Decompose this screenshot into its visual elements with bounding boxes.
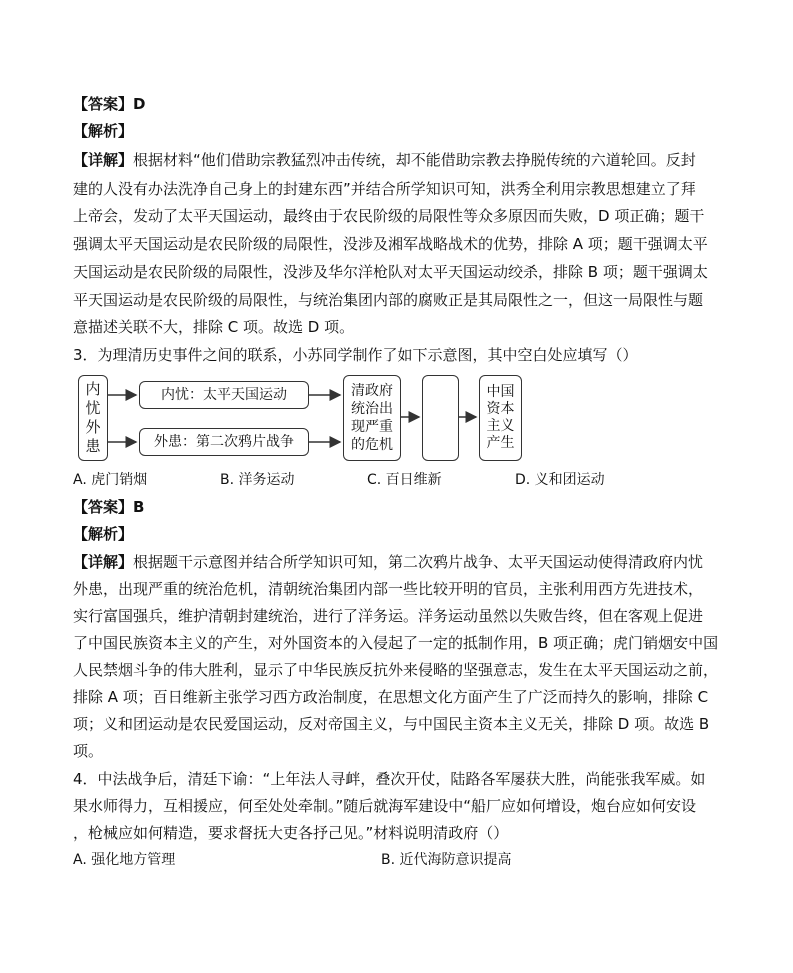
diagram-box-blank — [422, 375, 459, 461]
upper-box-text: 内忧：太平天国运动 — [161, 386, 287, 403]
q4-stem-line-2: ，枪械应如何精造，要求督抚大吏各抒己见。”材料说明清政府（） — [73, 824, 509, 842]
diagram-box-lower — [139, 428, 309, 456]
diagram-box-right — [479, 375, 522, 461]
q2-detail-line-2: 上帝会，发动了太平天国运动，最终由于农民阶级的局限性等众多原因而失败，D 项正确；题干 — [73, 207, 705, 225]
q2-detail-line-3: 强调太平天国运动是农民阶级的局限性，没涉及湘军战略战术的优势，排除 A 项；题干强调太平 — [73, 235, 708, 253]
detail-text: 根据题干示意图并结合所学知识可知，第二次鸦片战争、太平天国运动使得清政府内忧 — [133, 553, 704, 571]
q2-detail-line-4: 天国运动是农民阶级的局限性，没涉及华尔洋枪队对太平天国运动绞杀，排除 B 项；题干强调太 — [73, 263, 708, 281]
q4-option-a: A. 强化地方管理 — [73, 852, 176, 868]
answer-value: D — [133, 95, 146, 113]
q3-detail-line-3: 了中国民族资本主义的产生，对外国资本的入侵起了一定的抵制作用，B 项正确；虎门销烟安中国 — [73, 634, 719, 652]
left-box-text: 内忧外患 — [85, 380, 101, 455]
analysis-tag: 【解析】 — [73, 122, 134, 140]
answer-tag: 【答案】 — [73, 95, 134, 113]
q3-stem: 3．为理清历史事件之间的联系，小苏同学制作了如下示意图，其中空白处应填写（） — [73, 346, 638, 364]
q4-stem-line-1: 果水师得力，互相援应，何至处处牵制。”随后就海军建设中“船厂应如何增设，炮台应如何安设 — [73, 797, 697, 815]
answer-tag: 【答案】 — [73, 498, 134, 516]
crisis-line-2: 现严重 — [351, 419, 393, 435]
q3-option-b: B. 洋务运动 — [220, 472, 295, 488]
q3-detail-line-4: 人民禁烟斗争的伟大胜利，显示了中华民族反抗外来侵略的坚强意志，发生在太平天国运动之前， — [73, 661, 719, 679]
q2-answer-line — [73, 95, 723, 114]
q2-detail-line-1: 建的人没有办法洗净自己身上的封建东西”并结合所学知识可知，洪秀全利用宗教思想建立了拜 — [73, 180, 696, 198]
q3-detail-line-0 — [73, 553, 723, 572]
diagram-box-upper — [139, 381, 309, 409]
q3-option-d: D. 义和团运动 — [515, 472, 605, 488]
crisis-line-3: 的危机 — [351, 437, 393, 453]
q3-option-a: A. 虎门销烟 — [73, 472, 148, 488]
q4-option-b: B. 近代海防意识提高 — [381, 852, 512, 868]
q3-answer-line — [73, 498, 723, 517]
right-box-text: 中国资本主义产生 — [486, 384, 515, 451]
detail-tag: 【详解】 — [73, 151, 134, 169]
q2-detail-line-5: 平天国运动是农民阶级的局限性，与统治集团内部的腐败正是其局限性之一，但这一局限性与题 — [73, 291, 704, 309]
lower-box-text: 外患：第二次鸦片战争 — [154, 433, 294, 450]
q3-diagram — [78, 375, 523, 463]
crisis-line-1: 统治出 — [351, 401, 393, 417]
q4-stem-line-0: 4．中法战争后，清廷下谕：“上年法人寻衅，叠次开仗，陆路各军屡获大胜，尚能张我军威。如 — [73, 770, 706, 788]
diagram-box-left — [78, 375, 108, 461]
q2-detail-line-6: 意描述关联不大，排除 C 项。故选 D 项。 — [73, 318, 355, 336]
q3-option-c: C. 百日维新 — [367, 472, 442, 488]
q3-detail-line-2: 实行富国强兵，维护清朝封建统治，进行了洋务运。洋务运动虽然以失败告终，但在客观上促进 — [73, 607, 704, 625]
detail-tag: 【详解】 — [73, 553, 134, 571]
q2-detail-line-0 — [73, 151, 723, 170]
diagram-box-crisis — [343, 375, 401, 461]
answer-value: B — [133, 498, 145, 516]
q3-detail-line-5: 排除 A 项；百日维新主张学习西方政治制度，在思想文化方面产生了广泛而持久的影响，排除 C — [73, 688, 709, 706]
q3-detail-line-6: 项；义和团运动是农民爱国运动，反对帝国主义，与中国民主资本主义无关，排除 D 项。故选 B — [73, 715, 710, 733]
q3-detail-line-7: 项。 — [73, 742, 104, 760]
crisis-line-0: 清政府 — [351, 383, 393, 399]
detail-text: 根据材料“他们借助宗教猛烈冲击传统，却不能借助宗教去挣脱传统的六道轮回。反封 — [133, 151, 696, 169]
q3-detail-line-1: 外患，出现严重的统治危机，清朝统治集团内部一些比较开明的官员，主张利用西方先进技术， — [73, 580, 704, 598]
analysis-tag: 【解析】 — [73, 525, 134, 543]
